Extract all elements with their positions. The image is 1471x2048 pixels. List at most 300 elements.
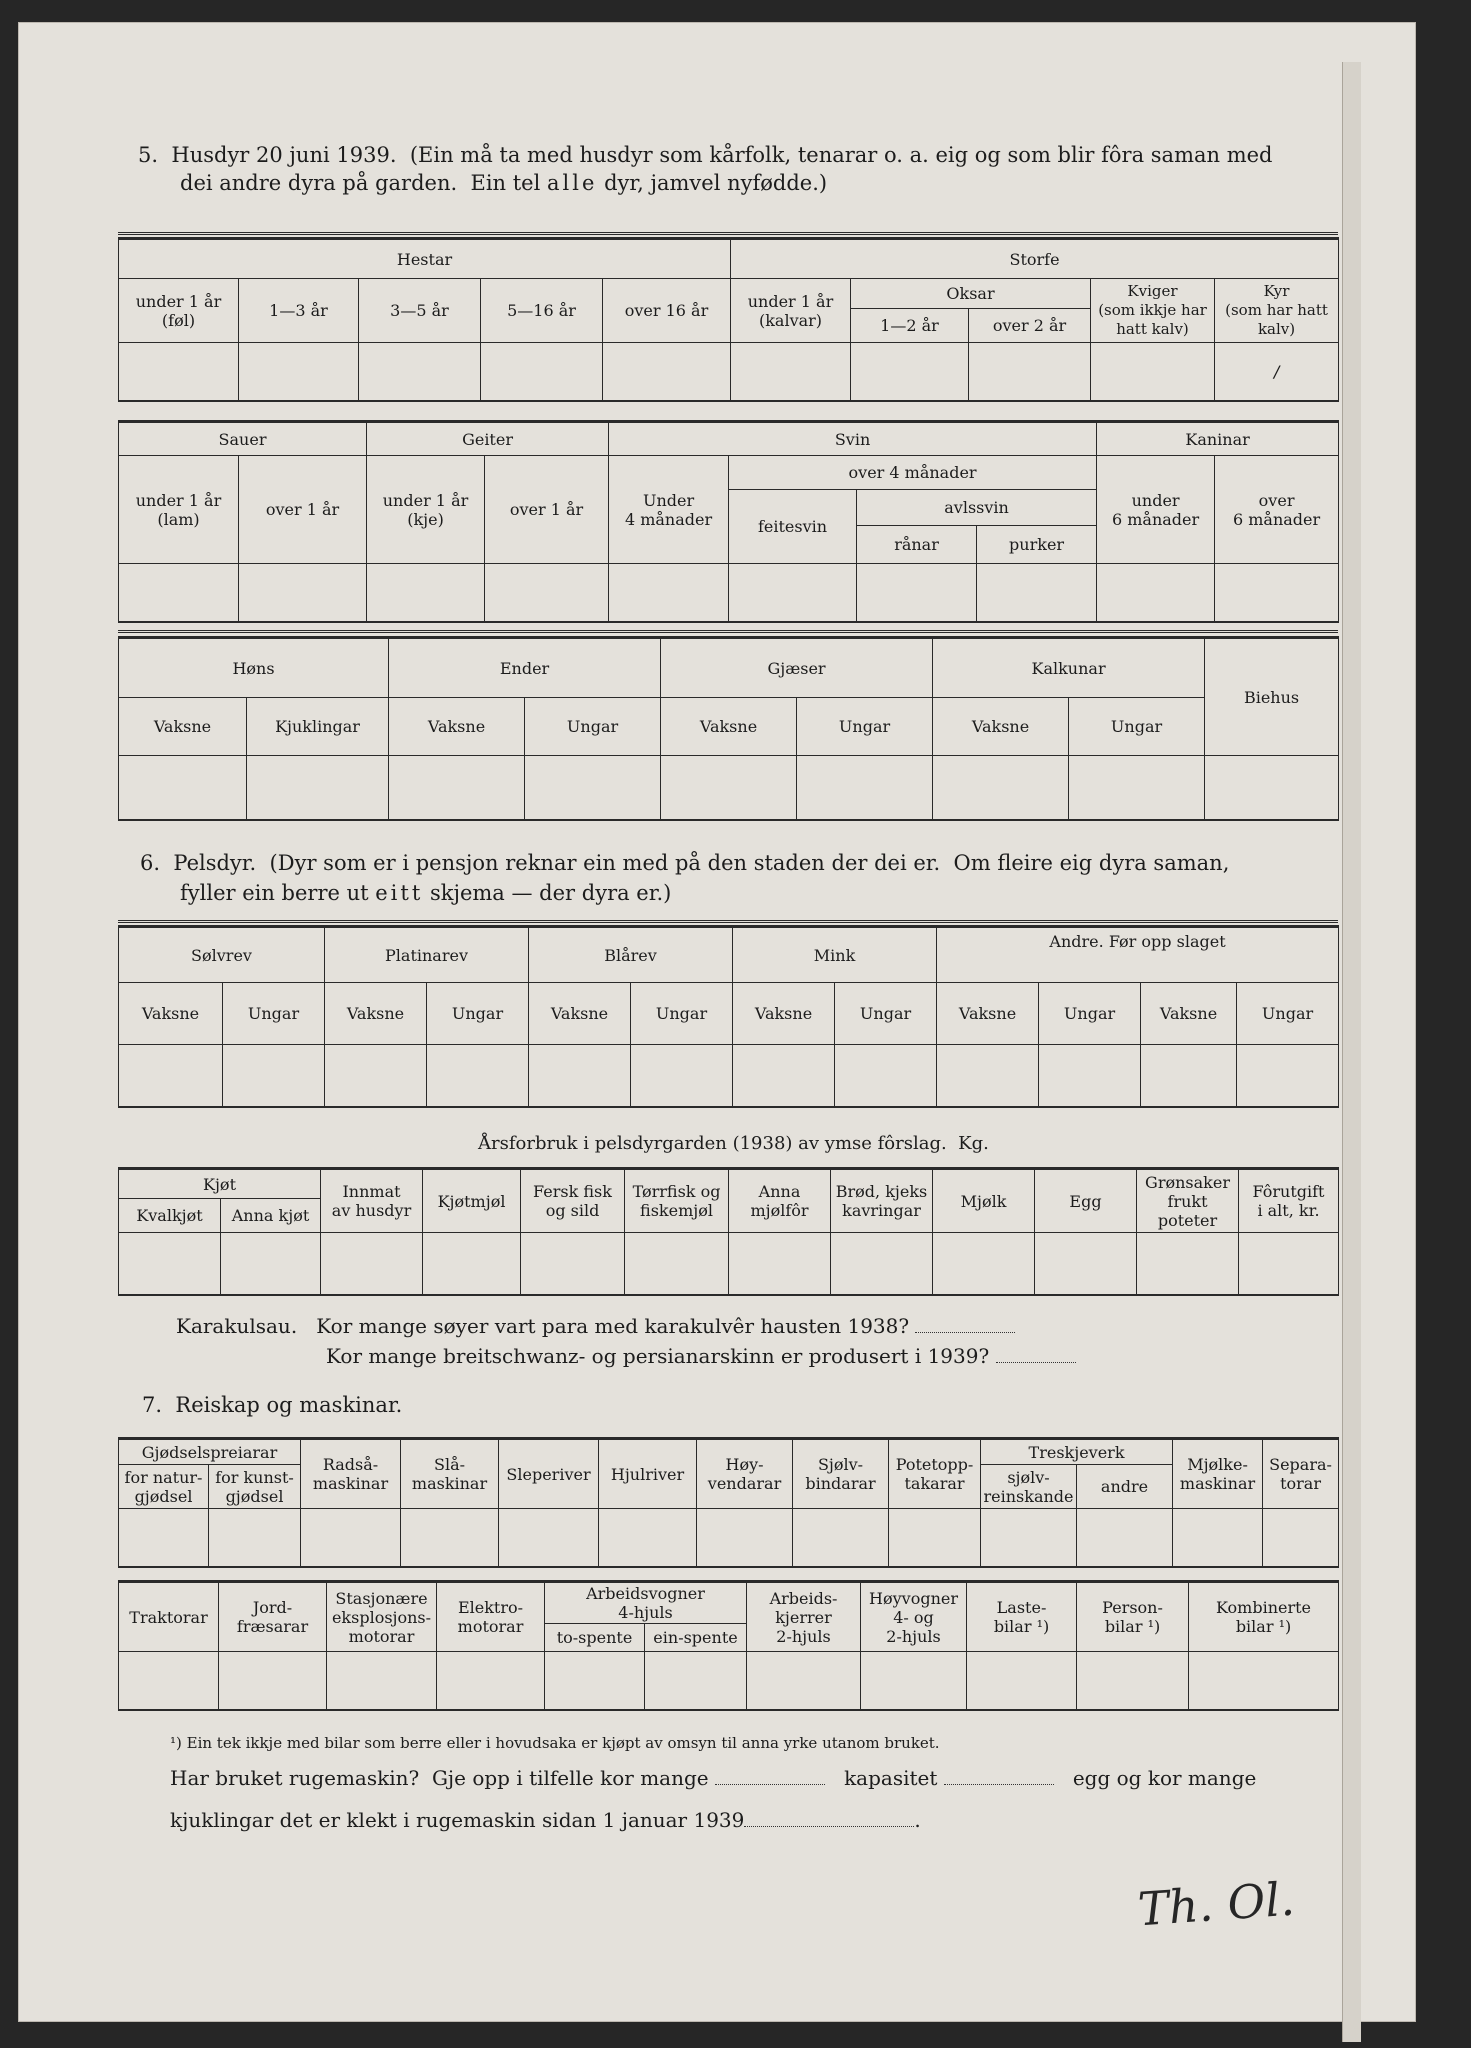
label: Sjølv- [817, 1455, 864, 1474]
col-ungar: Ungar [1039, 983, 1141, 1045]
label: (føl) [161, 310, 196, 330]
col-sla [401, 1439, 499, 1509]
label: Radså- [322, 1455, 379, 1474]
col-einspente: ein-spente [645, 1624, 747, 1652]
label: Innmat [342, 1182, 401, 1201]
cell [1091, 343, 1215, 401]
label: under [1131, 490, 1180, 510]
label: eksplosjons- [331, 1607, 432, 1627]
arbeidsvogner-header [545, 1582, 747, 1624]
cell [1141, 1045, 1237, 1107]
answer-line[interactable] [915, 1318, 1015, 1333]
geiter-header: Geiter [367, 422, 609, 456]
label: under 1 år [382, 490, 469, 510]
label: for natur- [124, 1467, 203, 1487]
solvrev-header: Sølvrev [119, 927, 325, 983]
cell [731, 343, 851, 401]
cell [325, 1045, 427, 1107]
cell [423, 1233, 521, 1295]
avlssvin-header: avlssvin [857, 490, 1097, 526]
label: Slå- [434, 1455, 466, 1474]
col-kaninar-under6 [1097, 456, 1215, 564]
col-sauer-over1: over 1 år [239, 456, 367, 564]
label: (som ikkje har [1098, 301, 1207, 319]
label: 6 månader [1232, 509, 1321, 529]
cell [119, 343, 239, 401]
livestock-table-2 [118, 420, 1339, 623]
rule [118, 232, 1338, 235]
col-biehus: Biehus [1205, 638, 1339, 756]
col-kalkunar-vaksne: Vaksne [933, 698, 1069, 756]
label: 4 månader [624, 509, 713, 529]
label: kjuklingar det er klekt i rugemaskin sidan 1 januar 1939 [170, 1808, 745, 1832]
cell [119, 1652, 219, 1710]
cell [545, 1652, 645, 1710]
col-hestar-5-16: 5—16 år [481, 279, 603, 343]
col-svin-under4 [609, 456, 729, 564]
section6-title [140, 850, 1229, 877]
cell [729, 564, 857, 622]
cell [401, 1509, 499, 1567]
col-traktorar: Traktorar [119, 1582, 219, 1652]
cell [1239, 1233, 1339, 1295]
col-ungar: Ungar [631, 983, 733, 1045]
col-personbilar [1077, 1582, 1189, 1652]
label: Høy- [725, 1455, 764, 1474]
label: mjølfôr [750, 1201, 809, 1220]
label: Har bruket rugemaskin? Gje opp i tilfelle kor mange [170, 1766, 709, 1790]
section6-title2c: skjema — der dyra er.) [423, 881, 672, 905]
cell [835, 1045, 937, 1107]
col-sleperiver: Sleperiver [499, 1439, 599, 1509]
label: 4- og [893, 1607, 934, 1627]
label: motorar [457, 1617, 524, 1636]
kalkunar-header: Kalkunar [933, 638, 1205, 698]
label: (kalvar) [758, 310, 823, 330]
label: Under [642, 490, 695, 510]
col-ender-ungar: Ungar [525, 698, 661, 756]
cell [209, 1509, 301, 1567]
cell [967, 1652, 1077, 1710]
sauer-header: Sauer [119, 422, 367, 456]
cell [1205, 756, 1339, 820]
form-page [18, 22, 1416, 2022]
col-vaksne: Vaksne [937, 983, 1039, 1045]
col-kvalkjot: Kvalkjøt [119, 1199, 221, 1233]
label: 6 månader [1111, 509, 1200, 529]
svin-header: Svin [609, 422, 1097, 456]
gjaeser-header: Gjæser [661, 638, 933, 698]
col-kunstgjodsel [209, 1465, 301, 1509]
cell [1215, 564, 1339, 622]
cell [239, 343, 359, 401]
col-stasjonaere [327, 1582, 437, 1652]
col-arbeidskjerrer [747, 1582, 861, 1652]
machinery-table-1 [118, 1437, 1339, 1568]
cell [427, 1045, 529, 1107]
cell [359, 343, 481, 401]
col-mjolk: Mjølk [933, 1169, 1035, 1233]
cell [1137, 1233, 1239, 1295]
cell [499, 1509, 599, 1567]
cell [631, 1045, 733, 1107]
col-naturgjodsel [119, 1465, 209, 1509]
label: Kombinerte [1216, 1598, 1312, 1617]
andre-header: Andre. Før opp slaget [937, 927, 1339, 983]
treskjeverk-header: Treskjeverk [981, 1439, 1173, 1465]
rugemaskin-question-2: kjuklingar det er klekt i rugemaskin sidan 1 januar 1939 . [170, 1808, 921, 1832]
label: Jord- [252, 1598, 293, 1617]
cell [485, 564, 609, 622]
rule [118, 630, 1338, 633]
label: Laste- [996, 1598, 1047, 1617]
section6-title-line1: 6. Pelsdyr. (Dyr som er i pensjon reknar ein med på den staden der dei er. Om fleire eig dyra saman, [140, 851, 1230, 875]
col-kviger [1091, 279, 1215, 343]
answer-line[interactable] [944, 1770, 1054, 1785]
col-kje [367, 456, 485, 564]
col-kalkunar-ungar: Ungar [1069, 698, 1205, 756]
cell [223, 1045, 325, 1107]
karakul-question-1 [176, 1314, 1015, 1338]
ender-header: Ender [389, 638, 661, 698]
col-ender-vaksne: Vaksne [389, 698, 525, 756]
col-kombinerte [1189, 1582, 1339, 1652]
label: reinskande [983, 1486, 1074, 1506]
label: torar [1280, 1474, 1321, 1493]
cell [733, 1045, 835, 1107]
label: Høyvogner [869, 1588, 958, 1608]
label: vendarar [707, 1474, 782, 1493]
cell [247, 756, 389, 820]
label: gjødsel [225, 1486, 284, 1506]
label: 2-hjuls [776, 1626, 831, 1646]
cell [599, 1509, 697, 1567]
cell [119, 756, 247, 820]
table-row [119, 1509, 1339, 1567]
label: av husdyr [331, 1201, 412, 1220]
cell [1263, 1509, 1339, 1567]
cell [301, 1509, 401, 1567]
cell [645, 1652, 747, 1710]
col-tospente: to-spente [545, 1624, 645, 1652]
feed-table [118, 1167, 1339, 1296]
label: kjerrer [775, 1607, 832, 1627]
kyr-value: / [1215, 343, 1339, 401]
col-lastebilar [967, 1582, 1077, 1652]
cell [389, 756, 525, 820]
col-vaksne: Vaksne [119, 983, 223, 1045]
col-annakjot: Anna kjøt [221, 1199, 321, 1233]
label: Tørrfisk og [632, 1182, 721, 1201]
label: Potetopp- [895, 1455, 974, 1474]
col-geiter-over1: over 1 år [485, 456, 609, 564]
label: gjødsel [134, 1486, 193, 1506]
col-forutgift [1239, 1169, 1339, 1233]
cell [977, 564, 1097, 622]
footnote: ¹) Ein tek ikkje med bilar som berre eller i hovudsaka er kjøpt av omsyn til anna yrke utanom bruket. [170, 1734, 940, 1752]
answer-line[interactable] [744, 1812, 914, 1827]
over4-header: over 4 månader [729, 456, 1097, 490]
col-mjolkemaskinar [1173, 1439, 1263, 1509]
col-innmat [321, 1169, 423, 1233]
gjodsel-header: Gjødselspreiarar [119, 1439, 301, 1465]
label: over [1258, 490, 1295, 510]
platinarev-header: Platinarev [325, 927, 529, 983]
section5-title [138, 142, 1273, 169]
col-radsa [301, 1439, 401, 1509]
rule [118, 920, 1338, 923]
table-row [119, 1233, 1339, 1295]
cell [981, 1509, 1077, 1567]
page-edge [1342, 62, 1361, 2042]
cell [1077, 1652, 1189, 1710]
cell [1189, 1652, 1339, 1710]
label: Arbeids- [769, 1588, 838, 1608]
cell [1173, 1509, 1263, 1567]
oksar-header: Oksar [851, 279, 1091, 309]
cell [529, 1045, 631, 1107]
karakul-question-2 [326, 1344, 1076, 1368]
label: Kyr [1263, 282, 1290, 300]
poultry-table [118, 636, 1339, 821]
col-vaksne: Vaksne [733, 983, 835, 1045]
cell [1237, 1045, 1339, 1107]
label: Arbeidsvogner [586, 1584, 705, 1603]
rugemaskin-question [170, 1766, 1256, 1790]
cell [437, 1652, 545, 1710]
col-andre: andre [1077, 1465, 1173, 1509]
cell [321, 1233, 423, 1295]
label: i alt, kr. [1257, 1201, 1320, 1220]
label: maskinar [411, 1474, 488, 1493]
cell [609, 564, 729, 622]
col-ungar: Ungar [223, 983, 325, 1045]
label: Kviger [1127, 282, 1178, 300]
col-kyr [1215, 279, 1339, 343]
col-hons-kjuklingar: Kjuklingar [247, 698, 389, 756]
cell [1035, 1233, 1137, 1295]
cell [851, 343, 969, 401]
col-hjulriver: Hjulriver [599, 1439, 697, 1509]
label: under 1 år [135, 291, 222, 311]
label: takarar [904, 1474, 965, 1493]
label: kapasitet [844, 1766, 938, 1790]
label: 4-hjuls [618, 1603, 673, 1622]
label: Fôrutgift [1252, 1182, 1325, 1201]
cell [367, 564, 485, 622]
col-vaksne: Vaksne [325, 983, 427, 1045]
col-hestar-3-5: 3—5 år [359, 279, 481, 343]
col-sjolvreinskande [981, 1465, 1077, 1509]
label: fiskemjøl [640, 1201, 713, 1220]
label: poteter [1157, 1210, 1218, 1230]
cell [889, 1509, 981, 1567]
label: bindarar [805, 1474, 876, 1493]
section6-title2a: fyller ein berre ut [180, 881, 376, 905]
label: Anna [758, 1182, 801, 1201]
hestar-header: Hestar [119, 239, 731, 279]
cell [729, 1233, 831, 1295]
section5-title2a: dei andre dyra på garden. Ein tel [180, 171, 547, 195]
label: bilar ¹) [993, 1617, 1050, 1636]
section5-title2c: dyr, jamvel nyfødde.) [597, 171, 828, 195]
label: Elektro- [457, 1598, 524, 1617]
table-row [119, 564, 1339, 622]
label: motorar [348, 1626, 415, 1646]
label: Mjølke- [1187, 1455, 1248, 1474]
section5-title2b: alle [547, 171, 598, 195]
label: (kje) [407, 509, 444, 529]
cell [219, 1652, 327, 1710]
cell [525, 756, 661, 820]
table-row [119, 756, 1339, 820]
hons-header: Høns [119, 638, 389, 698]
section5-title-line2 [180, 170, 827, 197]
col-lam [119, 456, 239, 564]
col-elektromotorar [437, 1582, 545, 1652]
label: kalv) [1257, 320, 1296, 338]
answer-line[interactable] [715, 1770, 825, 1785]
section6-title2b: eitt [375, 881, 424, 905]
mink-header: Mink [733, 927, 937, 983]
cell [661, 756, 797, 820]
cell [1077, 1509, 1173, 1567]
cell [119, 1045, 223, 1107]
kaninar-header: Kaninar [1097, 422, 1339, 456]
col-fersk [521, 1169, 625, 1233]
cell [603, 343, 731, 401]
label: Kor mange breitschwanz- og persianarskinn er produsert i 1939? [326, 1344, 990, 1368]
label: Grønsaker [1145, 1172, 1230, 1192]
col-hestar-over16: over 16 år [603, 279, 731, 343]
cell [793, 1509, 889, 1567]
cell [857, 564, 977, 622]
cell [119, 1233, 221, 1295]
handwritten-signature: Th. Ol. [1136, 1871, 1297, 1937]
col-ungar: Ungar [1237, 983, 1339, 1045]
section7-title: 7. Reiskap og maskinar. [142, 1393, 403, 1417]
cell [861, 1652, 967, 1710]
section5-title-line1: 5. Husdyr 20 juni 1939. (Ein må ta med husdyr som kårfolk, tenarar o. a. eig og som blir fôra saman med [138, 143, 1273, 167]
col-vaksne: Vaksne [529, 983, 631, 1045]
label: Separa- [1269, 1455, 1332, 1474]
col-hoyvendarar [697, 1439, 793, 1509]
cell [221, 1233, 321, 1295]
col-gronsaker [1137, 1169, 1239, 1233]
kjot-header: Kjøt [119, 1169, 321, 1199]
label: sjølv- [1007, 1467, 1050, 1487]
col-vaksne: Vaksne [1141, 983, 1237, 1045]
cell [933, 756, 1069, 820]
col-storfe-kalvar [731, 279, 851, 343]
label: Stasjonære [335, 1588, 428, 1608]
col-brod [831, 1169, 933, 1233]
livestock-table-1 [118, 237, 1339, 402]
col-ungar: Ungar [427, 983, 529, 1045]
col-hestar-under1 [119, 279, 239, 343]
table-row [119, 343, 1339, 401]
col-anna [729, 1169, 831, 1233]
col-gjaeser-ungar: Ungar [797, 698, 933, 756]
label: Person- [1102, 1598, 1163, 1617]
form-sheet [118, 22, 1338, 2022]
cell [327, 1652, 437, 1710]
cell [969, 343, 1091, 401]
col-potetopptakarar [889, 1439, 981, 1509]
col-hestar-1-3: 1—3 år [239, 279, 359, 343]
cell [1069, 756, 1205, 820]
label: 2-hjuls [886, 1626, 941, 1646]
blarev-header: Blårev [529, 927, 733, 983]
label: bilar ¹) [1104, 1617, 1161, 1636]
cell [831, 1233, 933, 1295]
table-row [119, 1045, 1339, 1107]
label: kavringar [842, 1201, 921, 1220]
table-row [119, 1652, 1339, 1710]
col-hoyvogner [861, 1582, 967, 1652]
cell [1097, 564, 1215, 622]
cell [481, 343, 603, 401]
cell [521, 1233, 625, 1295]
cell [797, 756, 933, 820]
cell [697, 1509, 793, 1567]
col-oksar-over2: over 2 år [969, 309, 1091, 343]
cell [937, 1045, 1039, 1107]
label: Karakulsau. Kor mange søyer vart para med karakulvêr hausten 1938? [176, 1314, 910, 1338]
col-gjaeser-vaksne: Vaksne [661, 698, 797, 756]
cell [625, 1233, 729, 1295]
col-sjolvbindarar [793, 1439, 889, 1509]
machinery-table-2 [118, 1580, 1339, 1711]
col-oksar-1-2: 1—2 år [851, 309, 969, 343]
label: fræsarar [236, 1617, 309, 1636]
label: Brød, kjeks [835, 1182, 928, 1201]
col-jordfresarar [219, 1582, 327, 1652]
storfe-header: Storfe [731, 239, 1339, 279]
col-ranar: rånar [857, 526, 977, 564]
label: (lam) [157, 509, 200, 529]
cell [1039, 1045, 1141, 1107]
answer-line[interactable] [996, 1348, 1076, 1363]
col-ungar: Ungar [835, 983, 937, 1045]
label: og sild [545, 1201, 600, 1220]
col-egg: Egg [1035, 1169, 1137, 1233]
cell [747, 1652, 861, 1710]
label: hatt kalv) [1116, 320, 1189, 338]
label: frukt [1167, 1191, 1208, 1211]
cell [119, 1509, 209, 1567]
col-kjotmjol: Kjøtmjøl [423, 1169, 521, 1233]
label: under 1 år [135, 490, 222, 510]
col-kaninar-over6 [1215, 456, 1339, 564]
cell [119, 564, 239, 622]
label: maskinar [312, 1474, 389, 1493]
label: under 1 år [747, 291, 834, 311]
col-purker: purker [977, 526, 1097, 564]
label: bilar ¹) [1235, 1617, 1292, 1636]
label: for kunst- [215, 1467, 294, 1487]
label: egg og kor mange [1072, 1766, 1257, 1790]
cell [239, 564, 367, 622]
col-torrfisk [625, 1169, 729, 1233]
cell [933, 1233, 1035, 1295]
label: (som har hatt [1225, 301, 1328, 319]
col-hons-vaksne: Vaksne [119, 698, 247, 756]
col-feitesvin: feitesvin [729, 490, 857, 564]
furanimal-table [118, 925, 1339, 1108]
forbruk-title: Årsforbruk i pelsdyrgarden (1938) av ymse fôrslag. Kg. [478, 1133, 989, 1154]
label: maskinar [1179, 1474, 1256, 1493]
